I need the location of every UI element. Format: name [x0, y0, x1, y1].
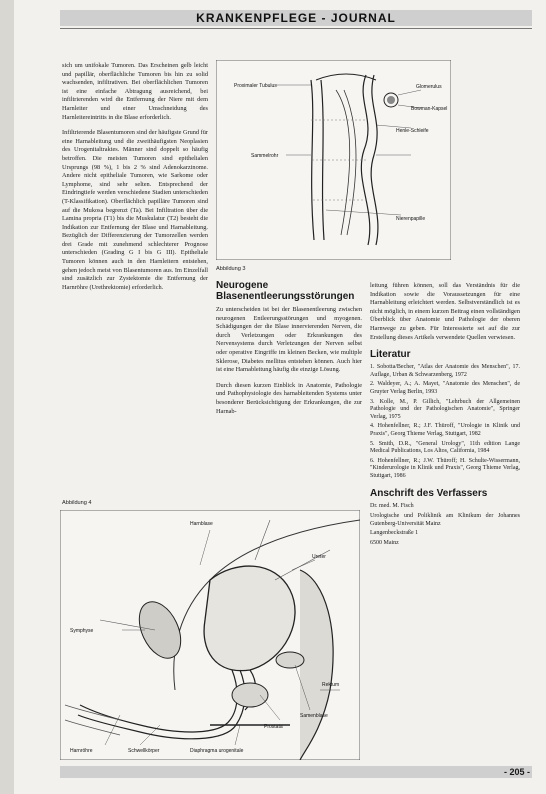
- label-glomerulus: Glomerulus: [416, 84, 442, 90]
- label-bowman: Bowman-Kapsel: [411, 106, 448, 112]
- left-column-text: [62, 62, 208, 299]
- footer-band: [60, 766, 532, 778]
- figure-3-caption: Abbildung 3: [216, 266, 246, 272]
- label-prostata: Prostata: [264, 724, 283, 730]
- journal-title: KRANKENPFLEGE - JOURNAL: [196, 11, 396, 25]
- section-heading-blasenentleerung: Neurogene Blasenentleerungsstörungen: [216, 280, 355, 302]
- header-band: [60, 10, 532, 26]
- figure-3-nephron: [216, 60, 451, 260]
- label-rektum: Rektum: [322, 682, 340, 688]
- figure-4-caption: Abbildung 4: [62, 500, 92, 506]
- figure-4-pelvis-section: [60, 510, 360, 760]
- right-paragraph: leitung führen können, soll das Verständnis für die Indikation sowie die Voraussetzungen für eine Harnableitung erleichtert werden. Selbstverständlich ist es nicht möglich, in einem kurzen Beitrag einen vollständigen Überblick über Anatomie und Pathologie der oberen Harnwege zu geben. Für Interessierte sei auf die zur Erstellung dieses Artikels verwendete Quellen verwiesen.: [370, 282, 520, 341]
- label-harnblase: Harnblase: [190, 521, 213, 527]
- author-line: Urologische und Poliklinik am Klinikum der Johannes Gutenberg-Universität Mainz: [370, 513, 520, 527]
- page-number: - 205 -: [503, 767, 530, 777]
- middle-paragraph-1: Zu unterscheiden ist bei der Blasenentleerung zwischen neurogenen Entleerungsstörungen und myogenen. Schädigungen der die Blase innervierenden Nerven, die durch Verletzungen oder Erkrankungen des Nervensystems durch Verletzungen der Nerven selbst oder operative Eingriffe im kleinen Becken, wie multiple Sklerose, Diabetes mellitus entstehen können. Auch hier ist eine Harnableitung häufig die einzige Lösung.: [216, 306, 362, 374]
- reference-item: 2. Waldeyer, A.; A. Mayet, "Anatomie des Menschen", de Gruyter Verlag Berlin, 1993: [370, 381, 520, 395]
- label-harnroehre: Harnröhre: [70, 748, 93, 754]
- reference-item: 5. Smith, D.R., "General Urology", 11th edition Lange Medical Publications, Los Altos, California, 1984: [370, 440, 520, 455]
- label-symphyse: Symphyse: [70, 628, 94, 634]
- reference-item: 6. Hohenfellner, R.; J.W. Thüroff; H. Schulte-Wissermann, "Kinderurologie in Klinik und Praxis", Georg Thieme Verlag, Stuttgart, 1986: [370, 457, 520, 479]
- label-samenblase: Samenblase: [300, 713, 328, 719]
- label-sammelrohr: Sammelrohr: [251, 153, 279, 159]
- author-line: 6500 Mainz: [370, 539, 399, 546]
- reference-item: 3. Kolle, M., P. Gillich, "Lehrbuch der Allgemeinen Pathologie und der Pathologischen Anatomie", Springer Verlag, 1975: [370, 398, 520, 420]
- label-diaphragma: Diaphragma urogenitale: [190, 748, 244, 754]
- reference-item: 4. Hohenfellner, R.; J.F. Thüroff, "Urologie in Klinik und Praxis", Georg Thieme Verlag, Stuttgart, 1982: [370, 423, 520, 437]
- header-rule: [60, 28, 532, 29]
- label-tubulus-proximal: Proximaler Tubulus: [234, 83, 277, 89]
- middle-column-text: [216, 280, 362, 423]
- reference-item: 1. Sobotta/Becher, "Atlas der Anatomie des Menschen", 17. Auflage, Urban & Schwarzenberg, 1972: [370, 364, 520, 378]
- literature-heading: Literatur: [370, 349, 411, 361]
- middle-paragraph-2: Durch diesen kurzen Einblick in Anatomie, Pathologie und Pathophysiologie des harnableitenden Systems unter besonderer Berücksichtigung der Erkrankungen, die zur Harnab-: [216, 381, 362, 415]
- label-ureter: Ureter: [312, 554, 326, 560]
- left-paragraph-2: Infiltrierende Blasentumoren sind der häufigste Grund für eine Harnableitung und die zweithäufigsten Neoplasien des Urogenitaltraktes. Männer sind doppelt so häufig betroffen. Die meisten Tumoren sind epithelialen Ursprungs (98 %), 1 bis 2 % sind Adenokarzinome. Andere nicht epitheliale Tumoren, wie Sarkome oder Lymphome, sind sehr selten. Entsprechend der Eindringtiefe werden verschiedene Stadien unterschieden (T-Klassifikation). Oberflächlich papilläre Tumoren sind auf die Mukosa begrenzt (Ta). Bei Infiltration über die Lamina propria (T1) bis die Muskulatur (T2) besteht die Indikation zur Entfernung der Blase und Harnableitung. Bezüglich der Differenzierung der Tumorzellen werden drei Grade mit zunehmend schlechterer Prognose unterschieden (Grading G I bis G III). Epitheliale Tumoren können auch in den Harnleitern entstehen, gehen jedoch meist von Blasentumoren aus. Im Einzelfall sind zusätzlich zur Zystektomie die Entfernung der Harnröhre (Urethrektomie) erforderlich.: [62, 129, 208, 291]
- label-nierenpapille: Nierenpapille: [396, 216, 426, 222]
- page-binding-edge: [0, 0, 14, 794]
- label-henle: Henle-Schleife: [396, 128, 429, 134]
- left-paragraph-1: sich um unifokale Tumoren. Das Erscheinen gelb leicht und papillär, oberflächliche Tumoren bis hin zu solid wachsenden, infiltrativen. Bei oberflächlichen Tumoren ist eine einfache Abtragung ausreichend, bei infiltrierenden wird die Entfernung der Niere mit dem Harnleiter und einer Umschneidung des Harnleitereintritts in die Blase erforderlich.: [62, 62, 208, 121]
- author-line: Langenbeckstraße 1: [370, 530, 419, 537]
- author-line: Dr. med. M. Fisch: [370, 503, 414, 510]
- right-column-text: [370, 282, 520, 549]
- label-schwellkoerper: Schwellkörper: [128, 748, 160, 754]
- author-heading: Anschrift des Verfassers: [370, 488, 488, 500]
